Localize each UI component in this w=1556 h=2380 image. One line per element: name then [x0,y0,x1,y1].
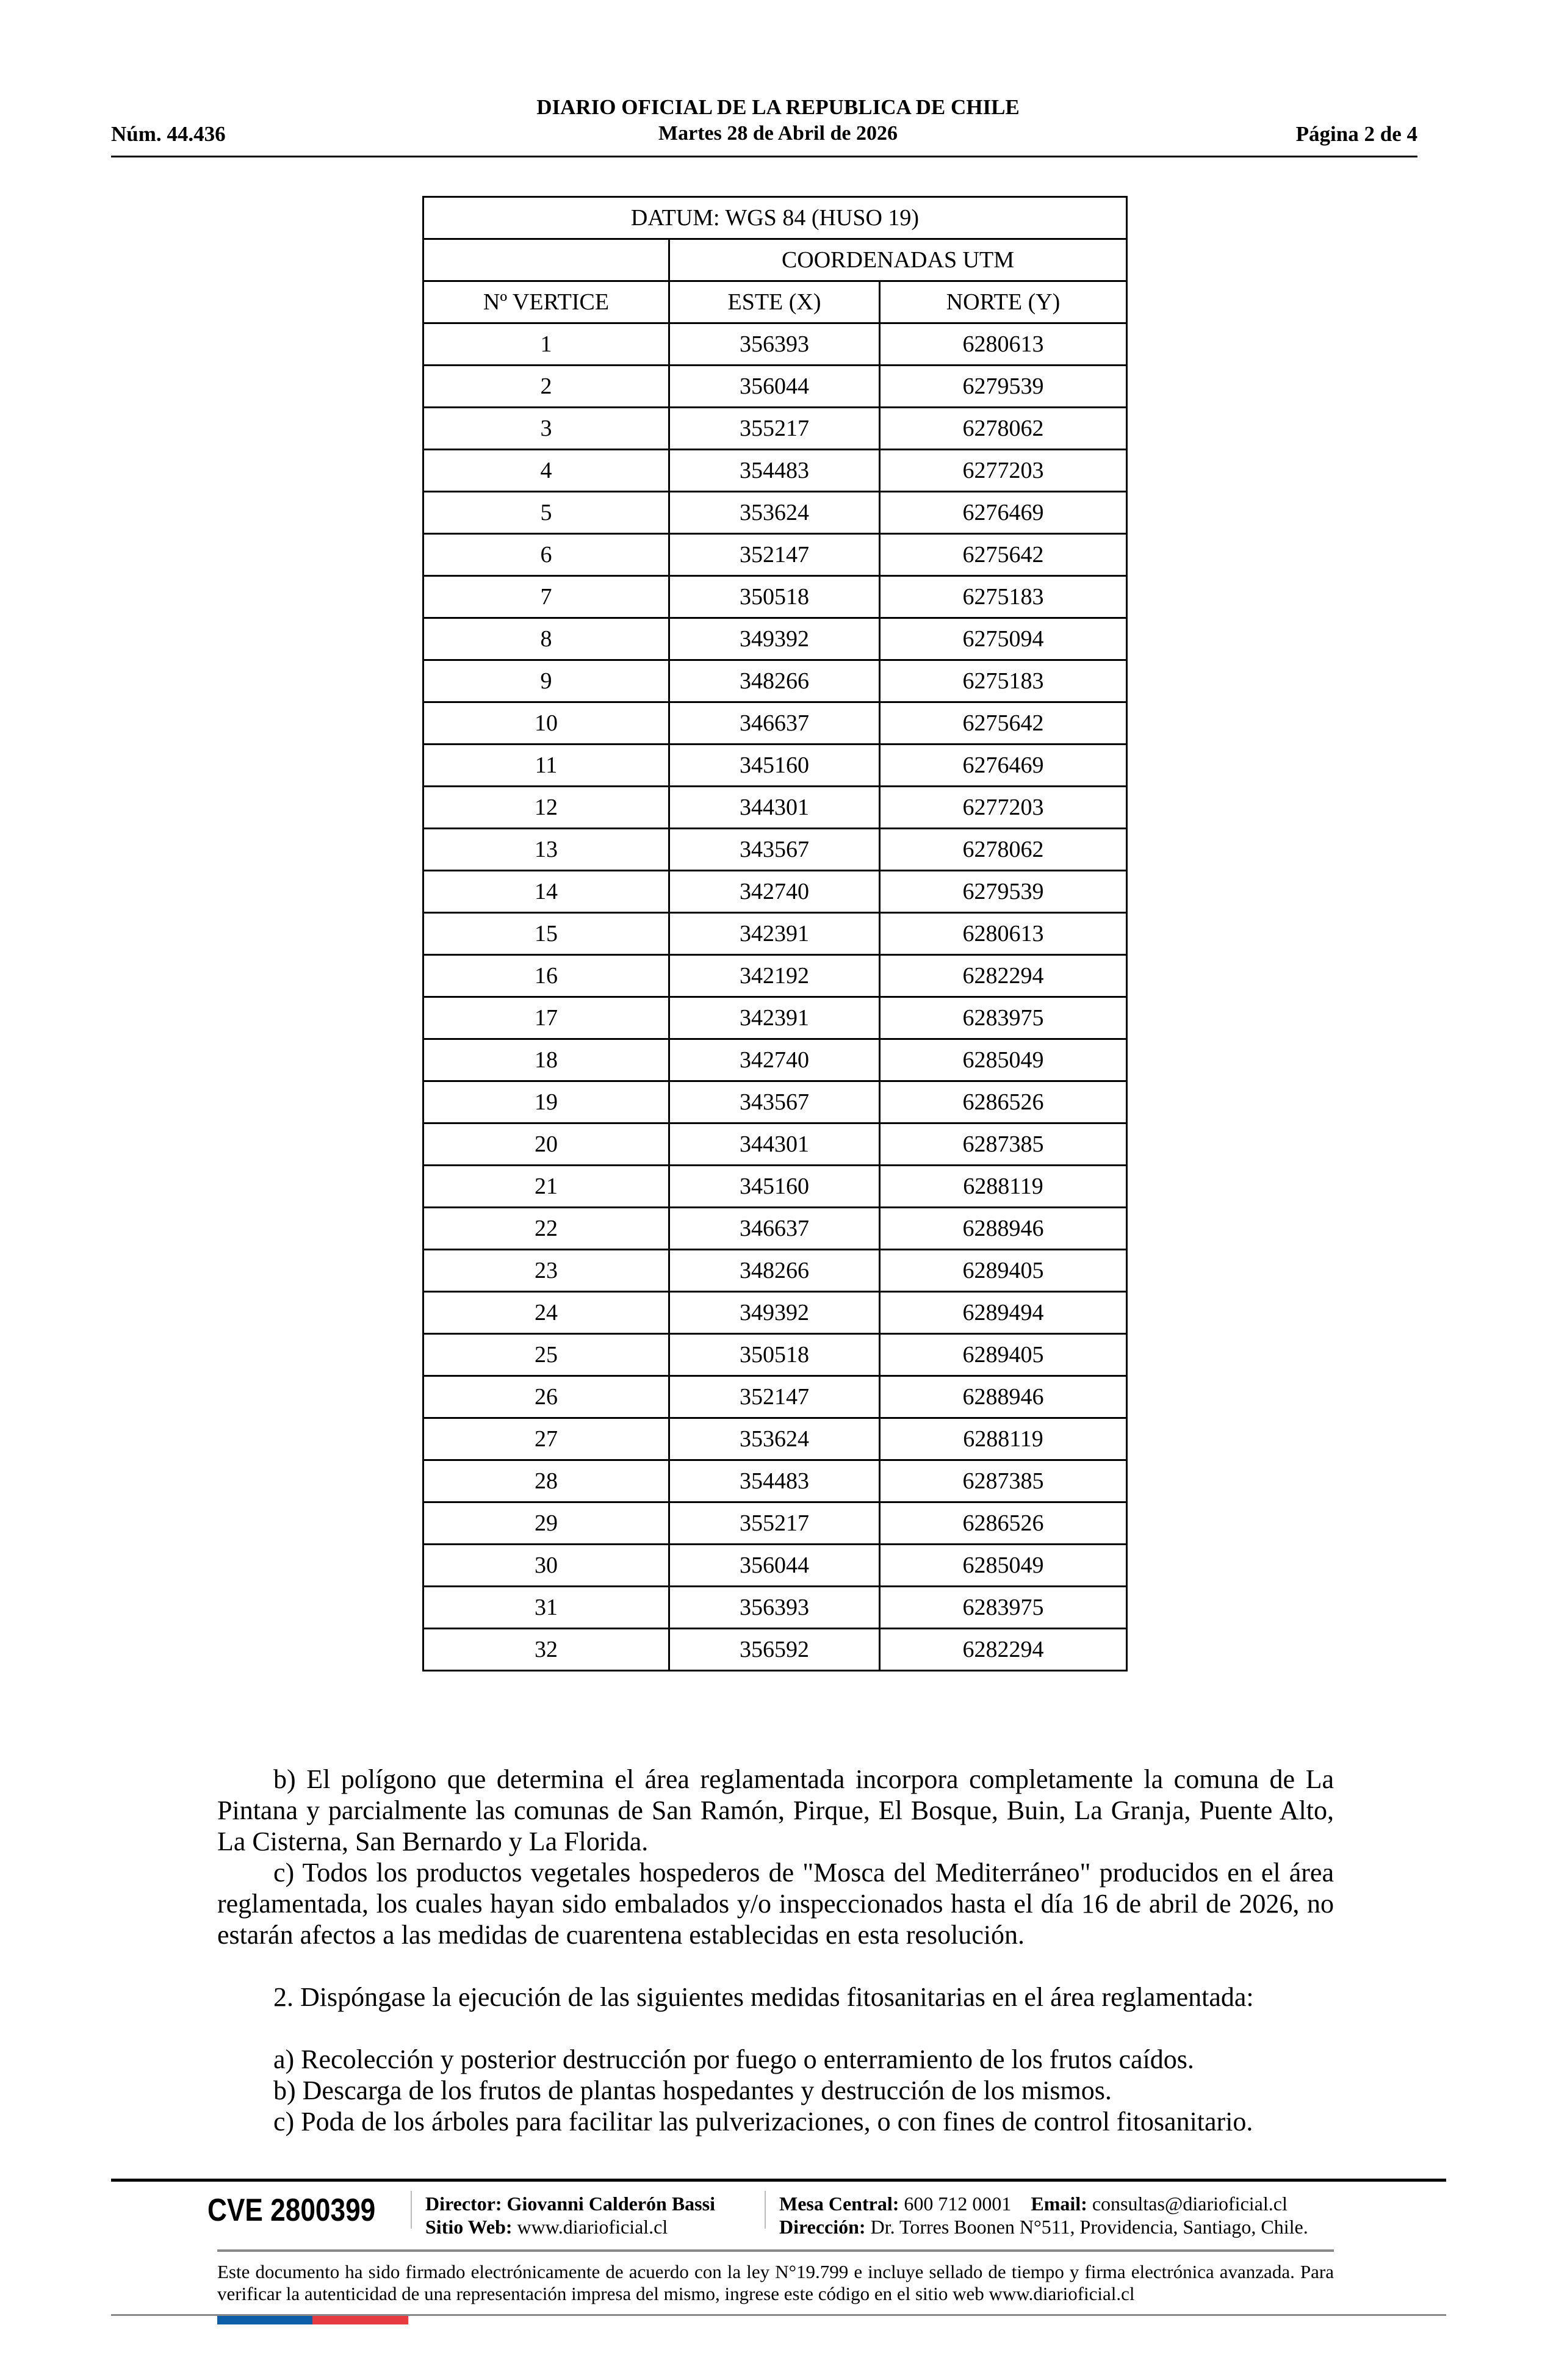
header-divider [111,156,1417,157]
table-row [423,702,1127,745]
signature-notice: Este documento ha sido firmado electrónicamente de acuerdo con la ley N°19.799 e incluye sellado de tiempo y firma electrónica avanzada. Para verificar la autenticidad de una representación impresa del mismo, ingrese este código en el sitio web www.diarioficial.cl [217,2261,1334,2304]
cve-code: CVE 2800399 [207,2193,376,2228]
vertex-number: 30 [423,1545,669,1587]
norte-value: 6280613 [880,913,1127,955]
table-row [423,576,1127,618]
norte-value: 6287385 [880,1123,1127,1166]
este-value: 354483 [669,1460,879,1502]
table-row [423,450,1127,492]
este-value: 349392 [669,618,879,660]
vertex-number: 7 [423,576,669,618]
este-value: 350518 [669,1334,879,1376]
este-value: 352147 [669,534,879,576]
vertex-number: 21 [423,1166,669,1208]
este-value: 349392 [669,1292,879,1334]
vertex-number: 5 [423,492,669,534]
vertex-number: 25 [423,1334,669,1376]
este-value: 352147 [669,1376,879,1418]
norte-value: 6278062 [880,829,1127,871]
director-label: Director: [425,2193,502,2215]
table-row [423,913,1127,955]
este-value: 356044 [669,366,879,408]
norte-value: 6283975 [880,1587,1127,1629]
gazette-title: DIARIO OFICIAL DE LA REPUBLICA DE CHILE [536,95,1020,119]
norte-value: 6276469 [880,745,1127,787]
table-row [423,1334,1127,1376]
contact-line [779,2192,1308,2238]
table-row [423,997,1127,1039]
vertex-number: 9 [423,660,669,702]
norte-value: 6285049 [880,1039,1127,1081]
table-row [423,618,1127,660]
table-row [423,323,1127,366]
este-value: 350518 [669,576,879,618]
vertex-number: 10 [423,702,669,745]
este-value: 356044 [669,1545,879,1587]
norte-value: 6288119 [880,1166,1127,1208]
table-row [423,829,1127,871]
este-value: 348266 [669,660,879,702]
norte-value: 6282294 [880,1629,1127,1671]
vertex-number: 23 [423,1250,669,1292]
footer-inner-divider [217,2249,1334,2252]
vertex-number: 17 [423,997,669,1039]
flag-stripe-red [312,2316,408,2324]
norte-value: 6277203 [880,450,1127,492]
address-label: Dirección: [779,2216,866,2238]
este-value: 343567 [669,829,879,871]
table-row [423,366,1127,408]
norte-value: 6275642 [880,534,1127,576]
table-row [423,1376,1127,1418]
este-value: 343567 [669,1081,879,1123]
datum-cell: DATUM: WGS 84 (HUSO 19) [423,197,1127,239]
table-row [423,660,1127,702]
vertex-number: 32 [423,1629,669,1671]
vertex-number: 16 [423,955,669,997]
resolution-text [217,1764,1334,2137]
issue-date: Martes 28 de Abril de 2026 [658,122,898,145]
table-row [423,1502,1127,1545]
norte-value: 6289494 [880,1292,1127,1334]
este-value: 342740 [669,1039,879,1081]
table-row [423,1629,1127,1671]
web-label: Sitio Web: [425,2216,513,2238]
paragraph-b: b) El polígono que determina el área reglamentada incorpora completamente la comuna de La Pintana y parcialmente las comunas de San Ramón, Pirque, El Bosque, Buin, La Granja, Puente Alto, La Cisterna, San Bernardo y La Florida. [217,1764,1334,1856]
table-row [423,408,1127,450]
table-row [423,787,1127,829]
vertex-number: 6 [423,534,669,576]
vertex-number: 20 [423,1123,669,1166]
measure-a: a) Recolección y posterior destrucción por fuego o enterramiento de los frutos caídos. [273,2044,1194,2074]
vertex-number: 11 [423,745,669,787]
este-value: 344301 [669,1123,879,1166]
coordinates-table [422,196,1128,1671]
vertex-number: 1 [423,323,669,366]
table-row [423,1123,1127,1166]
norte-value: 6289405 [880,1334,1127,1376]
este-value: 342391 [669,913,879,955]
norte-value: 6275642 [880,702,1127,745]
table-row [423,1039,1127,1081]
vertex-number: 26 [423,1376,669,1418]
norte-value: 6279539 [880,871,1127,913]
measure-b: b) Descarga de los frutos de plantas hospedantes y destrucción de los mismos. [273,2075,1112,2105]
vertex-number: 14 [423,871,669,913]
table-row [423,1208,1127,1250]
paragraph-c: c) Todos los productos vegetales hospederos de "Mosca del Mediterráneo" producidos en el área reglamentada, los cuales hayan sido embalados y/o inspeccionados hasta el día 16 de abril de 2026, no estarán afectos a las medidas de cuarentena establecidas en esta resolución. [217,1858,1334,1950]
vertex-number: 15 [423,913,669,955]
norte-value: 6278062 [880,408,1127,450]
table-row [423,534,1127,576]
address: Dr. Torres Boonen N°511, Providencia, Santiago, Chile. [870,2216,1308,2238]
este-value: 344301 [669,787,879,829]
table-row [423,1292,1127,1334]
norte-value: 6277203 [880,787,1127,829]
este-value: 355217 [669,408,879,450]
norte-value: 6275094 [880,618,1127,660]
este-value: 342740 [669,871,879,913]
table-row [423,1460,1127,1502]
este-value: 345160 [669,745,879,787]
norte-value: 6286526 [880,1081,1127,1123]
este-value: 353624 [669,1418,879,1460]
este-value: 345160 [669,1166,879,1208]
column-header-row [423,281,1127,323]
table-row [423,1081,1127,1123]
norte-value: 6288119 [880,1418,1127,1460]
norte-value: 6280613 [880,323,1127,366]
este-value: 356592 [669,1629,879,1671]
table-row [423,1587,1127,1629]
footer-separator [765,2191,766,2229]
flag-stripe-blue [217,2316,312,2324]
vertex-number: 8 [423,618,669,660]
table-row [423,871,1127,913]
table-row [423,492,1127,534]
este-value: 356393 [669,1587,879,1629]
vertex-number: 18 [423,1039,669,1081]
norte-value: 6288946 [880,1376,1127,1418]
norte-value: 6276469 [880,492,1127,534]
norte-value: 6279539 [880,366,1127,408]
norte-value: 6289405 [880,1250,1127,1292]
norte-value: 6283975 [880,997,1127,1039]
email-label: Email: [1031,2193,1087,2215]
norte-value: 6275183 [880,576,1127,618]
empty-cell [423,239,669,281]
footer-separator [411,2191,412,2229]
table-row [423,1250,1127,1292]
vertex-number: 12 [423,787,669,829]
vertex-number: 13 [423,829,669,871]
vertex-number: 3 [423,408,669,450]
issue-number: Núm. 44.436 [111,122,226,146]
table-row [423,1166,1127,1208]
director-line [425,2192,715,2238]
vertex-number: 22 [423,1208,669,1250]
norte-value: 6282294 [880,955,1127,997]
este-value: 342391 [669,997,879,1039]
norte-value: 6286526 [880,1502,1127,1545]
este-value: 353624 [669,492,879,534]
measure-c: c) Poda de los árboles para facilitar las pulverizaciones, o con fines de control fitosanitario. [273,2107,1253,2137]
col-este: ESTE (X) [669,281,879,323]
paragraph-2: 2. Dispóngase la ejecución de las siguientes medidas fitosanitarias en el área reglamentada: [273,1982,1254,2012]
group-header-row [423,239,1127,281]
website-link[interactable]: www.diarioficial.cl [517,2216,668,2238]
este-value: 356393 [669,323,879,366]
table-row [423,745,1127,787]
vertex-number: 31 [423,1587,669,1629]
table-row [423,1545,1127,1587]
table-row [423,1418,1127,1460]
footer-divider [111,2179,1446,2182]
norte-value: 6275183 [880,660,1127,702]
mesa-label: Mesa Central: [779,2193,899,2215]
datum-row [423,197,1127,239]
page-indicator: Página 2 de 4 [1295,122,1417,146]
utm-header: COORDENADAS UTM [669,239,1126,281]
vertex-number: 29 [423,1502,669,1545]
vertex-number: 28 [423,1460,669,1502]
este-value: 346637 [669,702,879,745]
este-value: 346637 [669,1208,879,1250]
email-link[interactable]: consultas@diarioficial.cl [1092,2193,1288,2215]
vertex-number: 4 [423,450,669,492]
este-value: 348266 [669,1250,879,1292]
vertex-number: 2 [423,366,669,408]
director-name: Giovanni Calderón Bassi [506,2193,715,2215]
este-value: 355217 [669,1502,879,1545]
vertex-number: 24 [423,1292,669,1334]
table-row [423,955,1127,997]
este-value: 342192 [669,955,879,997]
norte-value: 6285049 [880,1545,1127,1587]
este-value: 354483 [669,450,879,492]
col-norte: NORTE (Y) [880,281,1127,323]
vertex-number: 27 [423,1418,669,1460]
norte-value: 6288946 [880,1208,1127,1250]
vertex-number: 19 [423,1081,669,1123]
norte-value: 6287385 [880,1460,1127,1502]
phone-number: 600 712 0001 [904,2193,1012,2215]
col-vertice: Nº VERTICE [423,281,669,323]
